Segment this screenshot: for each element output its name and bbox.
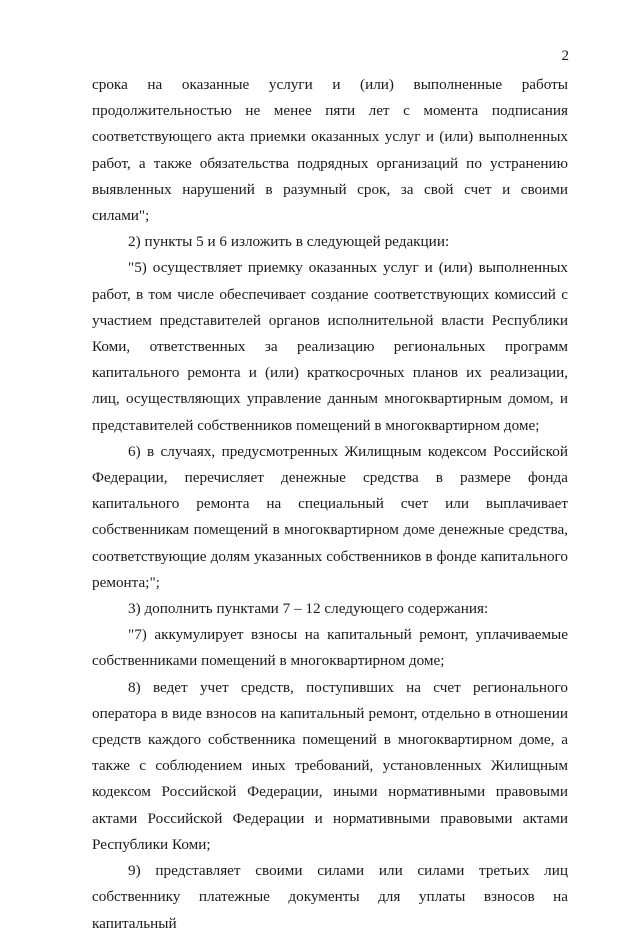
paragraph-item-3: 3) дополнить пунктами 7 – 12 следующего содержания: [128,600,489,618]
paragraph-item-7: "7) аккумулирует взносы на капитальный ремонт, уплачиваемые собственниками помещений в многоквартирном доме; [92,626,568,670]
document-body [92,72,568,937]
paragraph-item-6: 6) в случаях, предусмотренных Жилищным кодексом Российской Федерации, перечисляет денежные средства в размере фонда капитального ремонта на специальный счет или выплачивает собственникам помещений в многоквартирном доме денежные средства, соответствующие долям указанных собственников в фонде капитального ремонта;"; [92,442,568,591]
paragraph-item-8: 8) ведет учет средств, поступивших на счет регионального оператора в виде взносов на капитальный ремонт, отдельно в отношении средств каждого собственника помещений в многоквартирном доме, а также с соблюдением иных требований, установленных Жилищным кодексом Российской Федерации, иными нормативными правовыми актами Российской Федерации и нормативными правовыми актами Республики Коми; [92,678,568,853]
paragraph-item-5: "5) осуществляет приемку оказанных услуг и (или) выполненных работ, в том числе обеспечивает создание соответствующих комиссий с участием представителей органов исполнительной власти Республики Коми, ответственных за реализацию региональных программ капитального ремонта и (или) краткосрочных планов их реализации, лиц, осуществляющих управление данным многоквартирным домом, и представителей собственников помещений в многоквартирном доме; [92,259,568,434]
paragraph-continuation: срока на оказанные услуги и (или) выполненные работы продолжительностью не менее пяти лет с момента подписания соответствующего акта приемки оказанных услуг и (или) выполненных работ, а также обязательства подрядных организаций по устранению выявленных нарушений в разумный срок, за свой счет и своими силами"; [92,76,568,225]
page-number: 2 [561,48,569,64]
paragraph-item-2: 2) пункты 5 и 6 изложить в следующей редакции: [128,233,450,251]
paragraph-item-9: 9) представляет своими силами или силами третьих лиц собственнику платежные документы для уплаты взносов на капитальный [92,862,568,932]
